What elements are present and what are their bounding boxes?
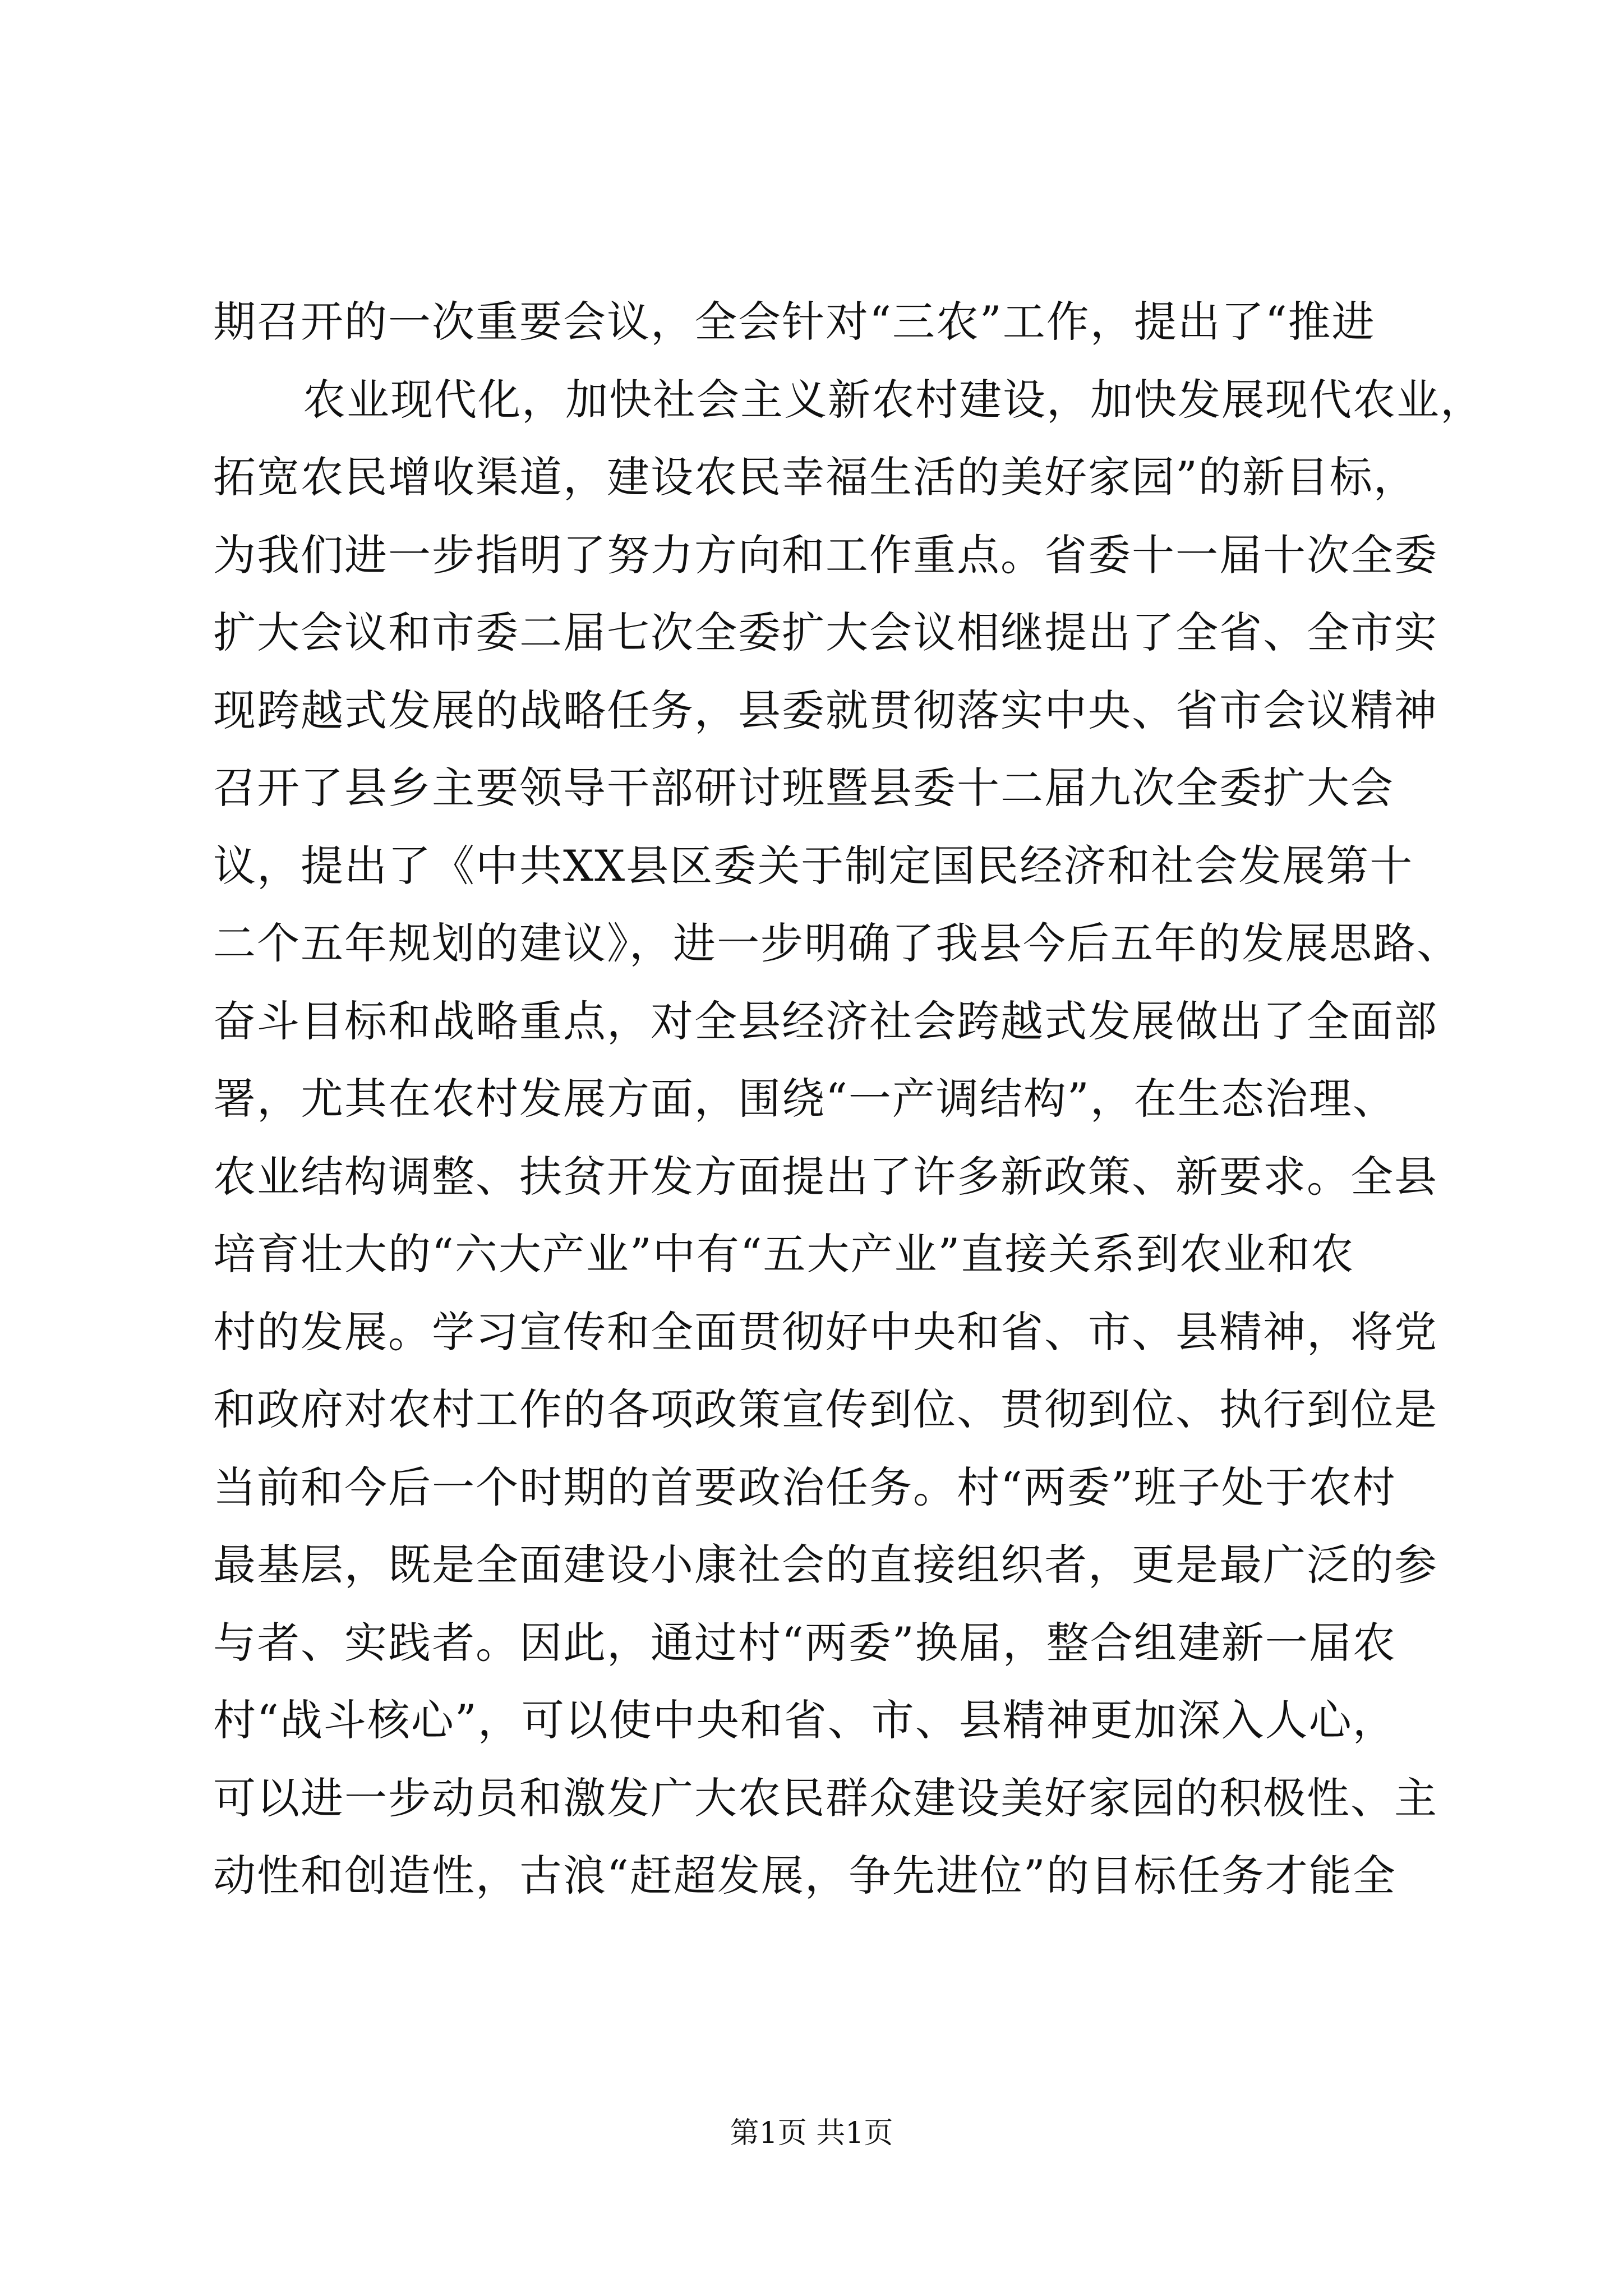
text-line: 当前和今后一个时期的首要政治任务。村“两委”班子处于农村	[213, 1462, 1396, 1512]
text-line: 农业现代化，加快社会主义新农村建设，加快发展现代农业，	[303, 374, 1484, 425]
text-line: 二个五年规划的建议》，进一步明确了我县今后五年的发展思路、	[213, 918, 1460, 968]
page-footer: 第1页 共1页	[730, 2116, 893, 2150]
body-text	[213, 283, 1484, 1915]
text-line: 现跨越式发展的战略任务，县委就贯彻落实中央、省市会议精神	[213, 685, 1438, 735]
text-line: 村的发展。学习宣传和全面贯彻好中央和省、市、县精神，将党	[213, 1306, 1438, 1357]
text-line: 最基层，既是全面建设小康社会的直接组织者，更是最广泛的参	[213, 1540, 1438, 1590]
text-line: 召开了县乡主要领导干部研讨班暨县委十二届九次全委扩大会	[213, 763, 1394, 813]
text-line: 扩大会议和市委二届七次全委扩大会议相继提出了全省、全市实	[213, 608, 1438, 657]
text-line: 拓宽农民增收渠道，建设农民幸福生活的美好家园”的新目标，	[213, 452, 1417, 502]
text-line: 动性和创造性，古浪“赶超发展，争先进位”的目标任务才能全	[213, 1851, 1396, 1901]
text-line: 奋斗目标和战略重点，对全县经济社会跨越式发展做出了全面部	[213, 996, 1438, 1046]
text-line: 议，提出了《中共XX县区委关于制定国民经济和社会发展第十	[213, 840, 1414, 891]
text-line: 与者、实践者。因此，通过村“两委”换届，整合组建新一届农	[213, 1617, 1396, 1668]
text-line: 为我们进一步指明了努力方向和工作重点。省委十一届十次全委	[213, 530, 1438, 580]
text-line: 和政府对农村工作的各项政策宣传到位、贯彻到位、执行到位是	[213, 1384, 1438, 1434]
text-line: 培育壮大的“六大产业”中有“五大产业”直接关系到农业和农	[213, 1229, 1355, 1279]
text-line: 农业结构调整、扶贫开发方面提出了许多新政策、新要求。全县	[213, 1151, 1438, 1202]
text-line: 署，尤其在农村发展方面，围绕“一产调结构”，在生态治理、	[213, 1074, 1396, 1124]
text-line: 可以进一步动员和激发广大农民群众建设美好家园的积极性、主	[213, 1773, 1438, 1823]
text-line: 期召开的一次重要会议，全会针对“三农”工作，提出了“推进	[213, 297, 1376, 347]
text-line: 村“战斗核心”，可以使中央和省、市、县精神更加深入人心，	[213, 1695, 1396, 1745]
